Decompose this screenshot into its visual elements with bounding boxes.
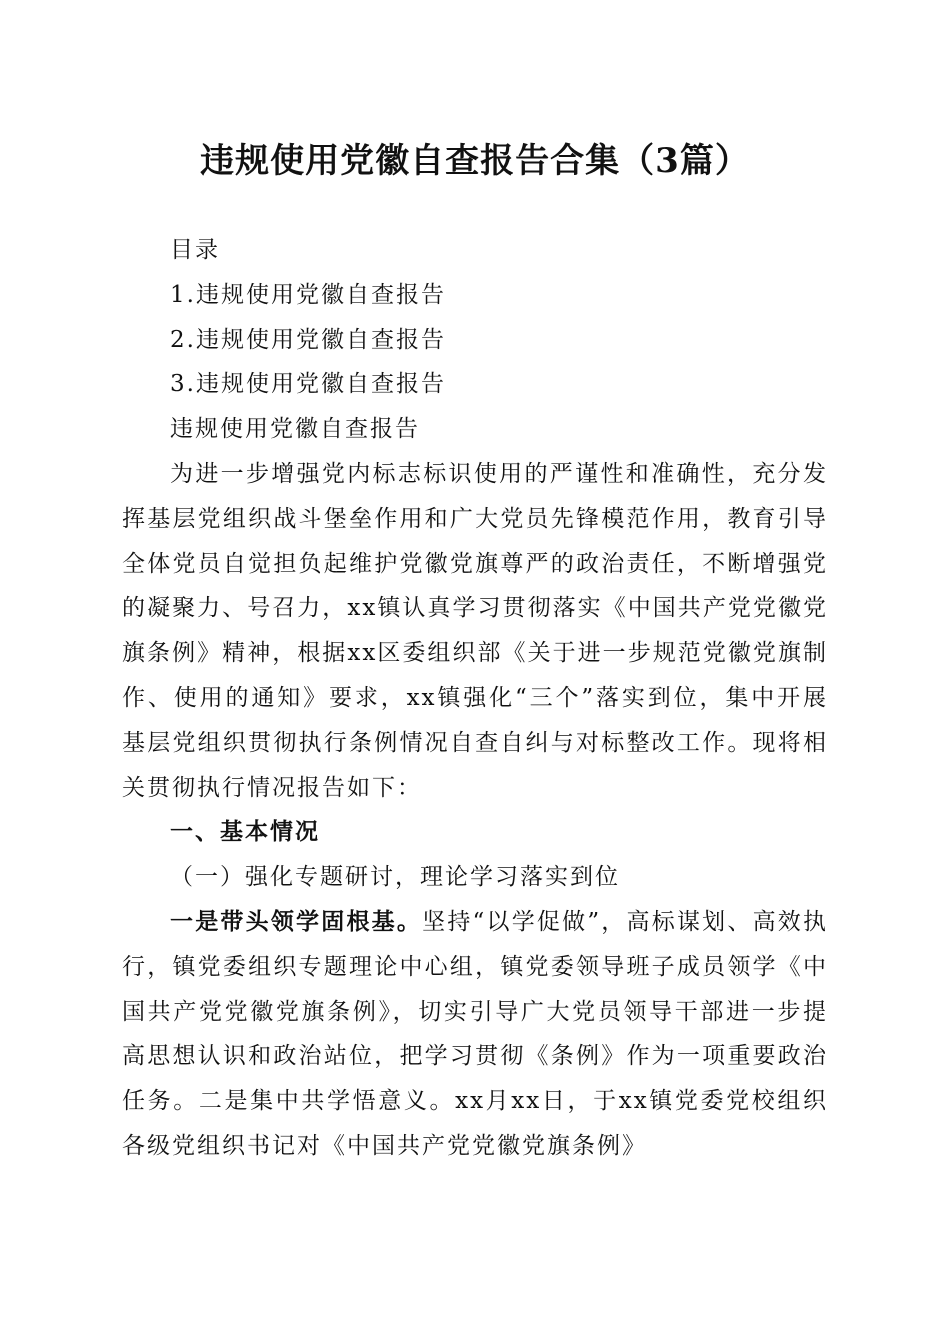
toc-heading: 目录	[170, 237, 220, 263]
point-1-lead: 一是带头领学固根基。	[170, 907, 423, 935]
heading-subsection-1: （一）强化专题研讨，理论学习落实到位	[170, 864, 620, 891]
point-2-body: xx月xx日，于xx镇党委党校组织各级党组织书记对《中国共产党党徽党旗条例》	[122, 1088, 829, 1159]
toc-item-2: 2.违规使用党徽自查报告	[170, 326, 446, 353]
point-2-lead: 二是集中共学悟意义。	[198, 1088, 456, 1115]
toc-item-1: 1.违规使用党徽自查报告	[170, 281, 446, 308]
document-body	[122, 228, 828, 1169]
heading-basic-situation: 一、基本情况	[170, 818, 320, 846]
section-title: 违规使用党徽自查报告	[170, 416, 420, 443]
toc-item-3: 3.违规使用党徽自查报告	[170, 371, 446, 398]
intro-paragraph: 为进一步增强党内标志标识使用的严谨性和准确性，充分发挥基层党组织战斗堡垒作用和广大党员先锋模范作用，教育引导全体党员自觉担负起维护党徽党旗尊严的政治责任，不断增强党的凝聚力、号召力，xx镇认真学习贯彻落实《中国共产党党徽党旗条例》精神，根据xx区委组织部《关于进一步规范党徽党旗制作、使用的通知》要求，xx镇强化“三个”落实到位，集中开展基层党组织贯彻执行条例情况自查自纠与对标整改工作。现将相关贯彻执行情况报告如下：	[122, 460, 828, 801]
point-1-body: 坚持“以学促做”，高标谋划、高效执行，镇党委组织专题理论中心组，镇党委领导班子成员领学《中国共产党党徽党旗条例》，切实引导广大党员领导干部进一步提高思想认识和政治站位，把学习贯彻《条例》作为一项重要政治任务。	[122, 908, 828, 1115]
document-title: 违规使用党徽自查报告合集（3篇）	[200, 141, 750, 181]
study-paragraph	[122, 900, 828, 1169]
